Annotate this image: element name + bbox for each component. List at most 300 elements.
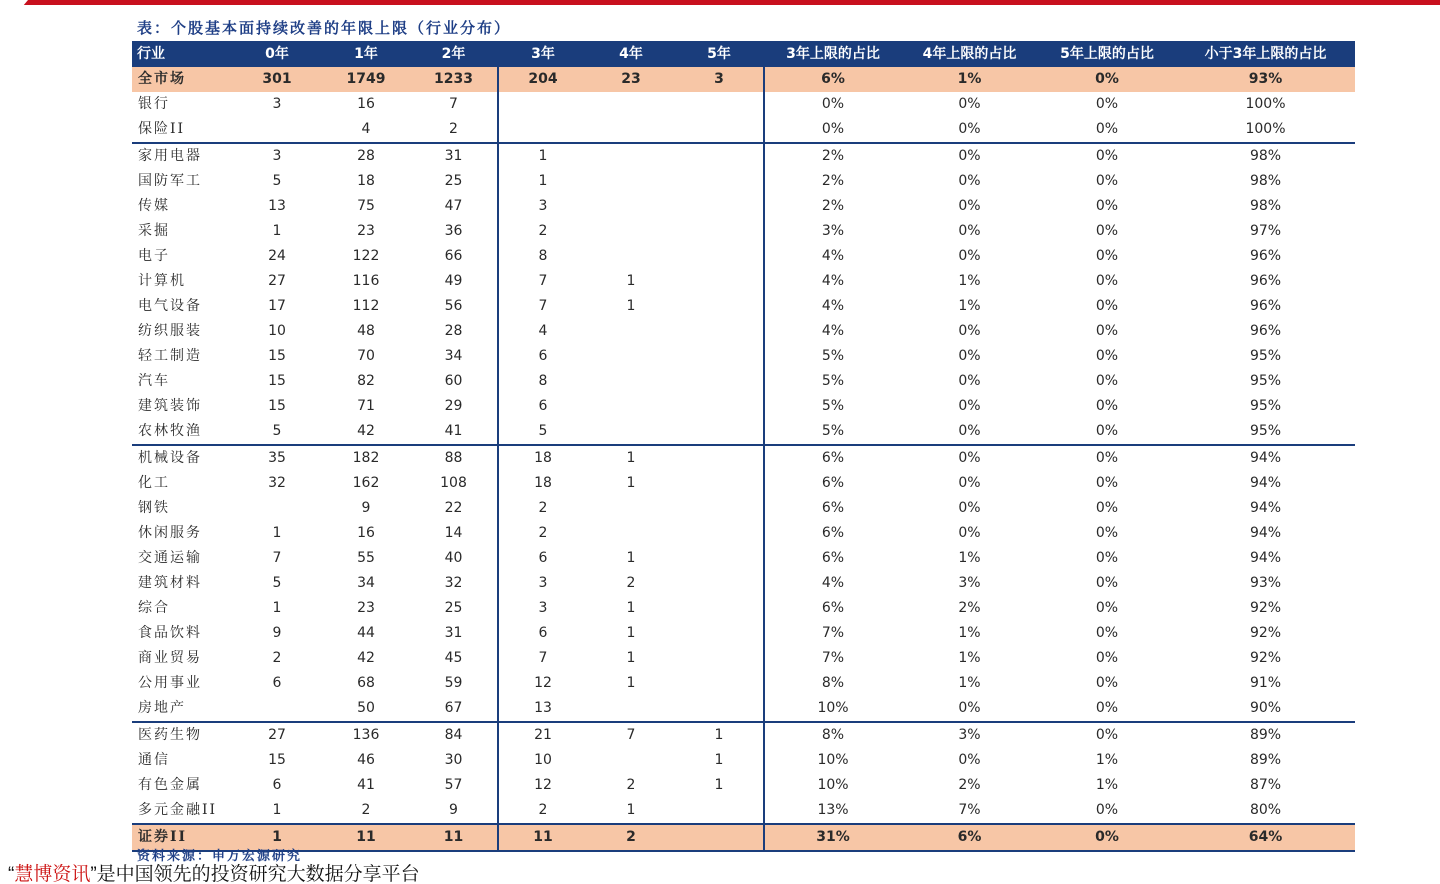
table-row <box>132 294 1355 319</box>
table-cell: 12 <box>534 675 552 691</box>
table-cell: 87% <box>1249 777 1282 793</box>
table-cell <box>675 646 764 671</box>
industry-name-cell: 农林牧渔 <box>132 419 232 445</box>
industry-name-cell: 国防军工 <box>138 173 202 189</box>
table-cell: 2 <box>361 802 371 818</box>
table-cell: 0% <box>1095 223 1119 239</box>
table-cell: 7% <box>958 802 981 818</box>
table-cell: 32 <box>410 571 498 596</box>
industry-name-cell: 食品饮料 <box>138 625 202 641</box>
table-cell <box>675 596 764 621</box>
table-title: 表：个股基本面持续改善的年限上限（行业分布） <box>137 19 512 37</box>
table-cell: 95% <box>1249 398 1282 414</box>
table-cell: 1 <box>626 650 636 666</box>
table-cell: 6% <box>901 824 1038 851</box>
table-row <box>132 445 1355 471</box>
table-cell: 3% <box>821 223 845 239</box>
table-cell <box>587 369 675 394</box>
table-cell: 32 <box>268 475 286 491</box>
table-cell: 0% <box>821 96 845 112</box>
table-cell <box>587 244 675 269</box>
table-cell: 5 <box>272 173 282 189</box>
industry-name-cell: 机械设备 <box>138 450 202 466</box>
table-cell: 9 <box>410 798 498 824</box>
industry-name-cell: 医药生物 <box>138 727 202 743</box>
table-cell: 0% <box>764 117 901 143</box>
table-cell: 112 <box>352 298 380 314</box>
table-cell: 97% <box>1249 223 1282 239</box>
table-cell: 0% <box>1095 575 1119 591</box>
table-cell <box>675 798 764 824</box>
table-cell: 204 <box>498 67 587 92</box>
table-row <box>132 571 1355 596</box>
table-cell: 6 <box>272 777 282 793</box>
industry-name-cell: 家用电器 <box>138 148 202 164</box>
table-cell: 13 <box>268 198 286 214</box>
industry-name-cell: 证券II <box>132 824 232 851</box>
industry-name-cell: 有色金属 <box>138 777 202 793</box>
table-cell: 6% <box>821 475 845 491</box>
table-row <box>132 546 1355 571</box>
table-cell <box>587 169 675 194</box>
table-cell: 47 <box>410 194 498 219</box>
table-cell: 10 <box>268 323 286 339</box>
table-cell: 28 <box>357 148 375 164</box>
table-cell <box>587 194 675 219</box>
table-cell: 1 <box>626 625 636 641</box>
table-cell: 3 <box>538 198 548 214</box>
industry-name-cell: 采掘 <box>138 223 170 239</box>
table-cell: 9 <box>361 500 371 516</box>
table-cell: 1% <box>958 675 981 691</box>
table-cell: 7 <box>272 550 282 566</box>
table-cell: 2 <box>626 575 636 591</box>
table-cell: 80% <box>1249 802 1282 818</box>
watermark-tagline <box>8 859 420 884</box>
table-cell: 4% <box>821 575 845 591</box>
table-cell <box>675 696 764 722</box>
table-cell: 1 <box>675 722 764 748</box>
table-cell: 6 <box>538 398 548 414</box>
table-cell: 7 <box>538 650 548 666</box>
table-cell: 0% <box>1095 475 1119 491</box>
watermark-brand[interactable]: 慧博资讯 <box>14 864 91 884</box>
table-row <box>132 169 1355 194</box>
industry-name-cell: 电子 <box>138 248 170 264</box>
table-cell: 2 <box>538 223 548 239</box>
table-cell <box>675 143 764 169</box>
table-cell: 6% <box>821 525 845 541</box>
table-cell: 0% <box>1095 625 1119 641</box>
table-cell: 16 <box>357 96 375 112</box>
table-cell <box>675 319 764 344</box>
table-cell: 2% <box>958 600 981 616</box>
table-cell: 1749 <box>322 67 410 92</box>
table-row <box>132 621 1355 646</box>
table-cell: 45 <box>410 646 498 671</box>
industry-name-cell: 建筑装饰 <box>138 398 202 414</box>
watermark-close-quote: ” <box>90 864 97 884</box>
table-cell: 0% <box>1038 419 1176 445</box>
table-row <box>132 117 1355 143</box>
table-cell: 94% <box>1249 500 1282 516</box>
table-cell <box>232 496 322 521</box>
table-cell <box>675 824 764 851</box>
table-cell: 6 <box>538 550 548 566</box>
table-cell <box>675 521 764 546</box>
table-cell: 23 <box>357 223 375 239</box>
table-cell: 18 <box>534 450 552 466</box>
table-cell: 1 <box>272 525 282 541</box>
table-cell: 6% <box>821 600 845 616</box>
header-col-9: 5年上限的占比 <box>1038 41 1176 67</box>
table-row <box>132 596 1355 621</box>
table-cell: 0% <box>958 752 981 768</box>
table-cell: 1 <box>626 475 636 491</box>
industry-name-cell: 银行 <box>138 96 170 112</box>
table-cell: 67 <box>410 696 498 722</box>
table-cell: 15 <box>268 752 286 768</box>
table-cell: 1 <box>626 298 636 314</box>
table-cell: 0% <box>901 419 1038 445</box>
table-cell <box>675 445 764 471</box>
table-cell: 2 <box>538 500 548 516</box>
table-cell: 16 <box>357 525 375 541</box>
table-cell: 0% <box>1095 373 1119 389</box>
table-cell: 17 <box>268 298 286 314</box>
top-red-bar <box>0 0 1440 5</box>
table-cell: 1% <box>1095 777 1119 793</box>
table-cell: 8% <box>821 675 845 691</box>
table-cell: 1 <box>675 748 764 773</box>
industry-name-cell: 通信 <box>138 752 170 768</box>
header-col-4: 3年 <box>498 41 587 67</box>
table-cell: 1233 <box>410 67 498 92</box>
table-cell: 108 <box>410 471 498 496</box>
table-cell <box>675 269 764 294</box>
table-cell: 7 <box>538 273 548 289</box>
industry-name-cell: 钢铁 <box>138 500 170 516</box>
table-cell: 10% <box>817 777 849 793</box>
table-cell <box>675 394 764 419</box>
source-note: 资料来源：申万宏源研究 <box>137 849 303 864</box>
table-cell: 12 <box>534 777 552 793</box>
table-cell: 95% <box>1176 419 1355 445</box>
table-cell: 100% <box>1176 117 1355 143</box>
table-cell: 49 <box>410 269 498 294</box>
table-cell: 18 <box>357 173 375 189</box>
table-row <box>132 143 1355 169</box>
table-cell: 8 <box>538 248 548 264</box>
table-cell: 98% <box>1249 198 1282 214</box>
table-cell: 0% <box>1038 824 1176 851</box>
table-row <box>132 244 1355 269</box>
table-cell: 36 <box>410 219 498 244</box>
table-cell: 3% <box>958 727 981 743</box>
table-cell: 1% <box>901 67 1038 92</box>
table-cell: 89% <box>1249 752 1282 768</box>
table-row <box>132 194 1355 219</box>
table-cell: 0% <box>1095 650 1119 666</box>
table-cell: 30 <box>410 748 498 773</box>
table-cell: 98% <box>1249 148 1282 164</box>
table-cell: 5% <box>821 398 845 414</box>
table-cell: 0% <box>958 323 981 339</box>
table-cell: 71 <box>357 398 375 414</box>
table-cell: 0% <box>1095 398 1119 414</box>
table-cell <box>675 671 764 696</box>
table-row <box>132 471 1355 496</box>
table-cell: 0% <box>1095 500 1119 516</box>
table-cell: 2 <box>272 650 282 666</box>
table-cell: 0% <box>958 248 981 264</box>
table-cell: 0% <box>958 348 981 364</box>
table-cell: 57 <box>410 773 498 798</box>
table-cell: 116 <box>352 273 380 289</box>
table-cell <box>675 117 764 143</box>
table-cell: 93% <box>1176 67 1355 92</box>
watermark-open-quote: “ <box>8 864 15 884</box>
table-cell <box>675 571 764 596</box>
table-row <box>132 671 1355 696</box>
table-cell: 0% <box>901 117 1038 143</box>
table-cell: 42 <box>322 419 410 445</box>
table-cell <box>675 471 764 496</box>
industry-name-cell: 交通运输 <box>138 550 202 566</box>
industry-name-cell: 商业贸易 <box>138 650 202 666</box>
table-cell: 89% <box>1249 727 1282 743</box>
table-cell: 1% <box>1095 752 1119 768</box>
table-cell: 5% <box>821 373 845 389</box>
table-cell: 0% <box>1095 323 1119 339</box>
table-cell: 11 <box>498 824 587 851</box>
header-col-7: 3年上限的占比 <box>764 41 901 67</box>
table-cell <box>587 219 675 244</box>
table-cell: 0% <box>1095 248 1119 264</box>
table-cell: 59 <box>410 671 498 696</box>
industry-name-cell: 休闲服务 <box>138 525 202 541</box>
table-cell: 0% <box>1095 298 1119 314</box>
table-cell: 301 <box>232 67 322 92</box>
table-cell: 92% <box>1249 650 1282 666</box>
table-cell: 2% <box>821 148 845 164</box>
table-cell: 34 <box>410 344 498 369</box>
table-cell: 44 <box>357 625 375 641</box>
table-cell: 6 <box>272 675 282 691</box>
header-col-8: 4年上限的占比 <box>901 41 1038 67</box>
table-cell: 0% <box>1095 348 1119 364</box>
table-cell: 14 <box>410 521 498 546</box>
table-cell: 56 <box>410 294 498 319</box>
table-cell: 1 <box>626 273 636 289</box>
industry-name-cell: 综合 <box>138 600 170 616</box>
table-cell: 7 <box>410 92 498 117</box>
table-cell: 3 <box>538 600 548 616</box>
table-cell: 11 <box>410 824 498 851</box>
table-cell: 1 <box>538 148 548 164</box>
table-cell: 2 <box>538 802 548 818</box>
table-cell <box>587 748 675 773</box>
table-cell: 50 <box>322 696 410 722</box>
table-cell: 0% <box>901 696 1038 722</box>
table-cell: 0% <box>1095 802 1119 818</box>
table-cell <box>587 394 675 419</box>
table-cell: 15 <box>268 373 286 389</box>
table-cell: 0% <box>958 173 981 189</box>
table-cell: 60 <box>410 369 498 394</box>
header-industry: 行业 <box>132 41 232 67</box>
table-cell: 1 <box>626 600 636 616</box>
table-cell: 0% <box>958 525 981 541</box>
industry-distribution-table <box>132 41 1355 852</box>
table-cell: 1% <box>958 625 981 641</box>
table-cell: 2 <box>626 777 636 793</box>
table-cell: 31 <box>410 621 498 646</box>
table-cell: 64% <box>1176 824 1355 851</box>
table-cell: 22 <box>410 496 498 521</box>
table-cell: 95% <box>1249 348 1282 364</box>
table-cell: 2 <box>410 117 498 143</box>
table-cell: 2 <box>538 525 548 541</box>
table-cell: 0% <box>1038 67 1176 92</box>
table-cell: 1 <box>626 450 636 466</box>
table-row <box>132 722 1355 748</box>
table-cell <box>498 117 587 143</box>
table-cell: 0% <box>958 223 981 239</box>
table-cell: 0% <box>1095 198 1119 214</box>
table-cell <box>675 419 764 445</box>
table-cell: 94% <box>1249 475 1282 491</box>
header-col-10: 小于3年上限的占比 <box>1176 41 1355 67</box>
table-cell: 18 <box>534 475 552 491</box>
table-cell: 1 <box>626 675 636 691</box>
table-cell <box>675 244 764 269</box>
table-cell: 6 <box>538 348 548 364</box>
table-cell: 10% <box>817 752 849 768</box>
table-cell: 0% <box>1038 117 1176 143</box>
table-cell: 4% <box>821 323 845 339</box>
table-cell <box>675 344 764 369</box>
industry-name-cell: 计算机 <box>138 273 186 289</box>
table-row <box>132 824 1355 851</box>
table-cell: 0% <box>958 198 981 214</box>
table-cell: 3 <box>272 148 282 164</box>
industry-name-cell: 公用事业 <box>138 675 202 691</box>
table-cell <box>232 696 322 722</box>
industry-name-cell: 纺织服装 <box>138 323 202 339</box>
table-cell: 1% <box>958 273 981 289</box>
table-cell: 96% <box>1249 248 1282 264</box>
industry-name-cell: 房地产 <box>132 696 232 722</box>
industry-name-cell: 传媒 <box>138 198 170 214</box>
table-row <box>132 369 1355 394</box>
table-cell: 1 <box>272 223 282 239</box>
table-cell: 96% <box>1249 273 1282 289</box>
table-cell: 2% <box>821 173 845 189</box>
table-cell: 0% <box>1095 96 1119 112</box>
table-cell <box>587 521 675 546</box>
table-cell: 96% <box>1249 323 1282 339</box>
table-cell: 34 <box>357 575 375 591</box>
table-cell: 10 <box>534 752 552 768</box>
table-cell <box>675 92 764 117</box>
table-cell: 11 <box>322 824 410 851</box>
table-cell: 46 <box>357 752 375 768</box>
table-header-row <box>132 41 1355 67</box>
table-cell: 5 <box>498 419 587 445</box>
table-row <box>132 92 1355 117</box>
table-cell: 7% <box>821 650 845 666</box>
table-cell <box>587 92 675 117</box>
table-cell: 1 <box>538 173 548 189</box>
table-cell: 27 <box>268 727 286 743</box>
table-cell: 100% <box>1245 96 1286 112</box>
table-cell: 3 <box>272 96 282 112</box>
table-cell: 6% <box>821 500 845 516</box>
industry-name-cell: 轻工制造 <box>138 348 202 364</box>
industry-name-cell: 汽车 <box>138 373 170 389</box>
table-cell: 5% <box>821 348 845 364</box>
table-cell <box>675 369 764 394</box>
table-cell: 0% <box>958 500 981 516</box>
table-cell: 95% <box>1249 373 1282 389</box>
table-cell: 4% <box>821 298 845 314</box>
table-cell <box>587 143 675 169</box>
table-cell <box>587 419 675 445</box>
industry-name-cell: 保险II <box>132 117 232 143</box>
header-col-2: 1年 <box>322 41 410 67</box>
table-cell <box>498 92 587 117</box>
table-cell: 1 <box>626 802 636 818</box>
table-cell: 0% <box>958 475 981 491</box>
table-cell: 88 <box>410 445 498 471</box>
table-cell: 94% <box>1249 450 1282 466</box>
table-cell <box>675 496 764 521</box>
table-cell: 24 <box>268 248 286 264</box>
table-cell: 3 <box>538 575 548 591</box>
table-cell: 31% <box>764 824 901 851</box>
table-cell <box>675 169 764 194</box>
table-cell: 0% <box>1038 696 1176 722</box>
table-cell: 122 <box>352 248 380 264</box>
table-cell: 92% <box>1249 600 1282 616</box>
table-cell: 3% <box>958 575 981 591</box>
table-cell: 0% <box>1095 273 1119 289</box>
table-cell: 1% <box>958 650 981 666</box>
table-cell: 5% <box>764 419 901 445</box>
table-cell: 41 <box>357 777 375 793</box>
table-row <box>132 496 1355 521</box>
table-cell: 15 <box>268 398 286 414</box>
table-cell: 0% <box>958 450 981 466</box>
header-col-1: 0年 <box>232 41 322 67</box>
table-cell: 70 <box>357 348 375 364</box>
table-cell: 1 <box>272 600 282 616</box>
table-cell: 4% <box>821 273 845 289</box>
table-cell <box>587 496 675 521</box>
table-cell: 0% <box>1095 727 1119 743</box>
table-cell: 3 <box>675 67 764 92</box>
table-cell: 4 <box>322 117 410 143</box>
table-cell: 2% <box>821 198 845 214</box>
table-cell: 0% <box>958 373 981 389</box>
table-cell: 84 <box>410 722 498 748</box>
table-cell: 0% <box>1095 550 1119 566</box>
table-cell: 4% <box>821 248 845 264</box>
table-cell: 1 <box>232 824 322 851</box>
table-cell: 96% <box>1249 298 1282 314</box>
table-row <box>132 219 1355 244</box>
